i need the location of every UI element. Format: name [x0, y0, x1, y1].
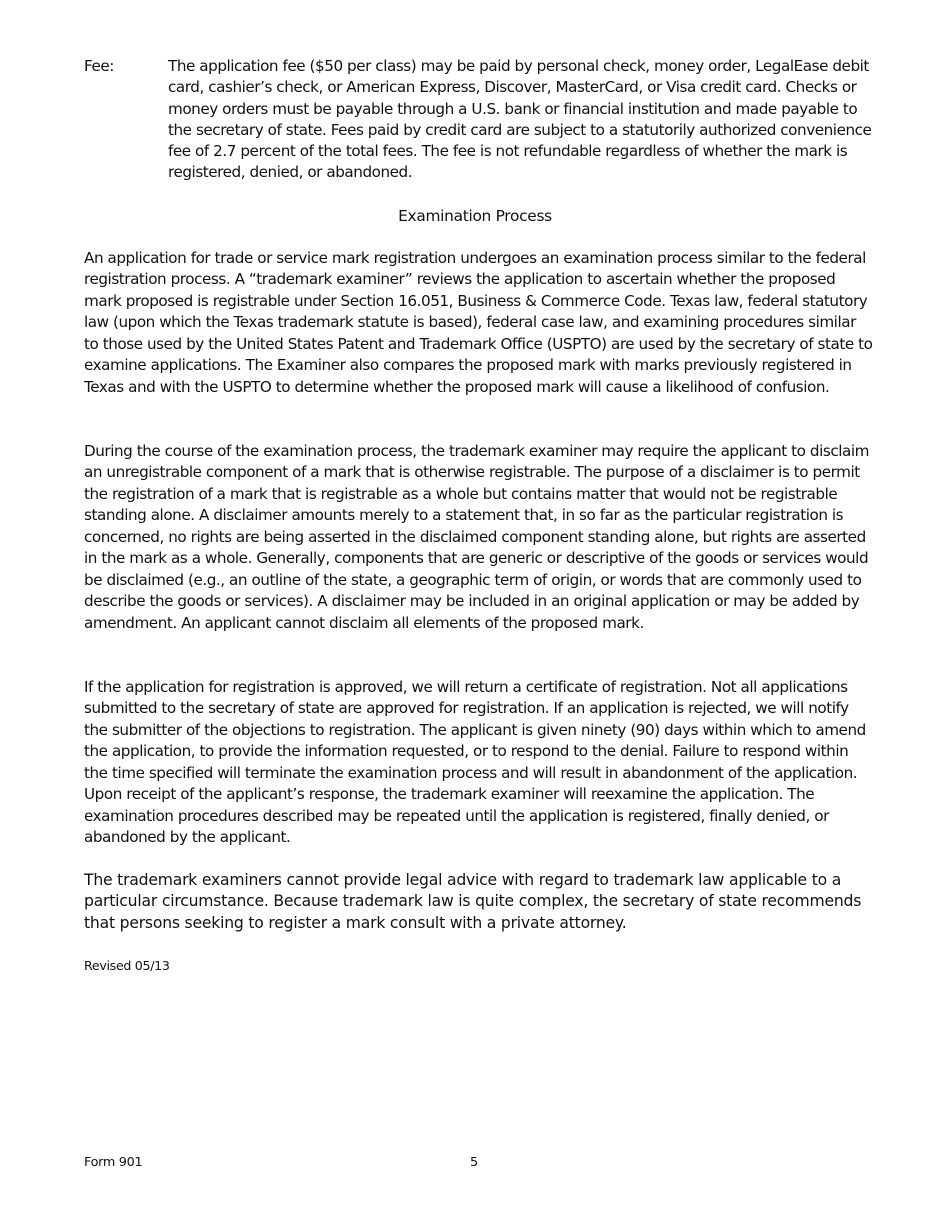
- revision-date: Revised 05/13: [84, 958, 170, 973]
- footer-page-number: 5: [470, 1155, 479, 1170]
- fee-label: Fee:: [84, 57, 114, 75]
- paragraph-legal-advice: The trademark examiners cannot provide legal advice with regard to trademark law applicable to a particular circumstance. Because trademark law is quite complex, the secretary of state recommends that persons seeking to register a mark consult with a private attorney.: [84, 871, 862, 932]
- section-heading: Examination Process: [398, 207, 552, 225]
- paragraph-examination-overview: An application for trade or service mark registration undergoes an examination process similar to the federal registration process. A “trademark examiner” reviews the application to ascertain whether the proposed mark proposed is registrable under Section 16.051, Business & Commerce Code. Texas law, federal statutory law (upon which the Texas trademark statute is based), federal case law, and examining procedures similar to those used by the United States Patent and Trademark Office (USPTO) are used by the secretary of state to examine applications. The Examiner also compares the proposed mark with marks previously registered in Texas and with the USPTO to determine whether the proposed mark will cause a likelihood of confusion.: [84, 249, 873, 396]
- fee-text: The application fee ($50 per class) may be paid by personal check, money order, LegalEase debit card, cashier’s check, or American Express, Discover, MasterCard, or Visa credit card. Checks or money orders must be payable through a U.S. bank or financial institution and made payable to the secretary of state. Fees paid by credit card are subject to a statutorily authorized convenience fee of 2.7 percent of the total fees. The fee is not refundable regardless of whether the mark is registered, denied, or abandoned.: [168, 57, 872, 182]
- paragraph-disclaimer: During the course of the examination process, the trademark examiner may require the applicant to disclaim an unregistrable component of a mark that is otherwise registrable. The purpose of a disclaimer is to permit the registration of a mark that is registrable as a whole but contains matter that would not be registrable standing alone. A disclaimer amounts merely to a statement that, in so far as the particular registration is concerned, no rights are being asserted in the disclaimed component standing alone, but rights are asserted in the mark as a whole. Generally, components that are generic or descriptive of the goods or services would be disclaimed (e.g., an outline of the state, a geographic term of origin, or words that are commonly used to describe the goods or services). A disclaimer may be included in an original application or may be added by amendment. An applicant cannot disclaim all elements of the proposed mark.: [84, 442, 869, 632]
- footer-form-number: Form 901: [84, 1155, 143, 1170]
- paragraph-approval-rejection: If the application for registration is approved, we will return a certificate of registration. Not all applications submitted to the secretary of state are approved for registration. If an application is rejected, we will notify the submitter of the objections to registration. The applicant is given ninety (90) days within which to amend the application, to provide the information requested, or to respond to the denial. Failure to respond within the time specified will terminate the examination process and will result in abandonment of the application. Upon receipt of the applicant’s response, the trademark examiner will reexamine the application. The examination procedures described may be repeated until the application is registered, finally denied, or abandoned by the applicant.: [84, 678, 866, 847]
